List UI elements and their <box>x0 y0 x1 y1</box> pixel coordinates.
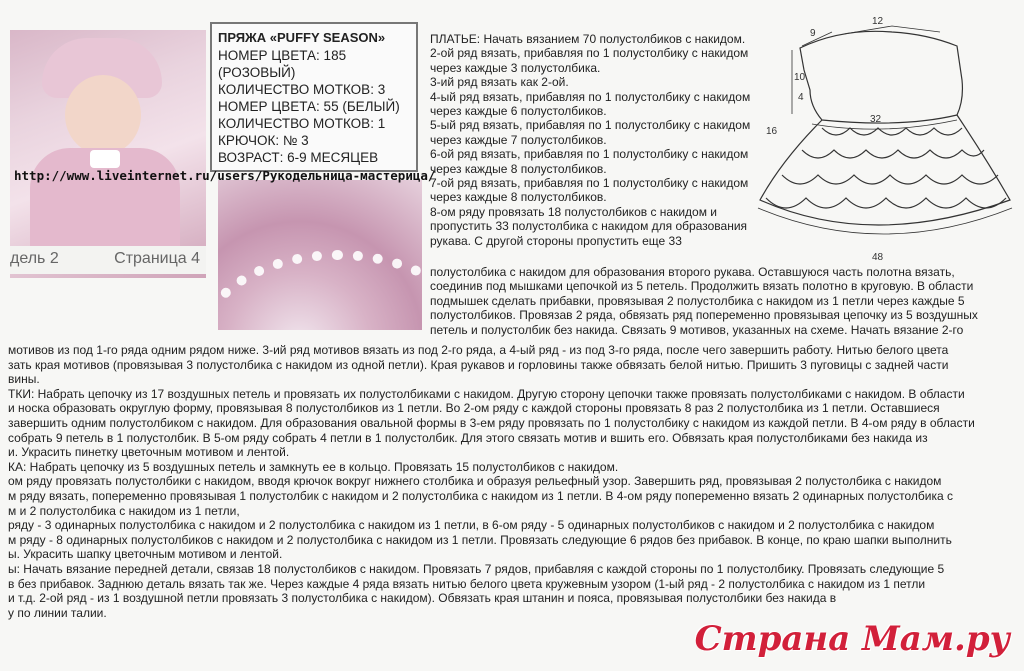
text-line: пропустить 33 полустолбика с накидом для образования <box>430 219 748 234</box>
label-32: 32 <box>870 114 882 125</box>
dim-line-top <box>844 26 940 34</box>
skirt-outline <box>760 115 1010 225</box>
text-line: через каждые 7 полустолбиков. <box>430 132 607 147</box>
text-line: собрать 9 петель в 1 полустолбик. В 5-ом ряду собрать 4 петли в 1 полустолбик. Для этого связать мотив и вшить его. Обвязать края полустолбиками без накида из <box>8 430 928 445</box>
label-10: 10 <box>794 72 806 83</box>
face-shape <box>65 75 141 155</box>
bow-shape <box>90 150 120 168</box>
text-line: 6-ой ряд вязать, прибавляя по 1 полустолбику с накидом <box>430 147 749 162</box>
text-line: ТКИ: Набрать цепочку из 17 воздушных петель и провязать их полустолбиками с накидом. Другую сторону цепочки также провязать полустолбиками с накидом. В области <box>8 386 965 401</box>
text-line: зать края мотивов (провязывая 3 полустолбика с накидом из одной петли). Края рукавов и горловины также обвязать белой нитью. Пришить 3 пуговицы с задней части <box>8 357 949 372</box>
text-line: и. Украсить пинетку цветочным мотивом и лентой. <box>8 445 290 460</box>
text-line: 7-ой ряд вязать, прибавляя по 1 полустолбику с накидом <box>430 176 749 191</box>
yarn-title: ПРЯЖА «PUFFY SEASON» <box>218 30 386 45</box>
yarn-row: КРЮЧОК: № 3 <box>218 133 309 148</box>
text-line: и т.д. 2-ой ряд - из 1 воздушной петли провязать 3 полустолбика с накидом). Обвязать края штанин и пояса, провязывая полустолбики без накида в <box>8 591 837 606</box>
text-line: ом ряду провязать полустолбики с накидом, вводя крючок вокруг нижнего столбика и образуя рельефный узор. Завершить ряд, провязывая 2 полустолбика с накидом <box>8 474 942 489</box>
text-line: 5-ый ряд вязать, прибавляя по 1 полустолбику с накидом <box>430 118 751 133</box>
text-line: 2-ой ряд вязать, прибавляя по 1 полустолбику с накидом <box>430 46 749 61</box>
text-line: 3-ий ряд вязать как 2-ой. <box>430 75 569 90</box>
text-line: полустолбиков. Провязав 2 ряда, обвязать ряд попеременно провязывая цепочку из 5 воздушных <box>430 308 978 323</box>
photo-caption <box>10 246 206 274</box>
text-line: завершить одним полустолбиком с накидом. Для образования овальной формы в 3-ем ряду провязать по 1 полустолбику с накидом из каждой петли. В 4-ом ряду в области <box>8 415 975 430</box>
body-instructions <box>8 343 1008 620</box>
crochet-swatch-photo <box>218 180 422 330</box>
text-line: ы: Начать вязание передней детали, связав 18 полустолбиков с накидом. Провязать 7 рядов, прибавляя с каждой стороны по 1 полустолбику. Провязать следующие 5 <box>8 561 945 576</box>
label-9: 9 <box>810 28 816 39</box>
site-logo: Страна Мам.ру <box>694 619 1010 659</box>
watermark-url[interactable]: http://www.liveinternet.ru/users/Рукодельница-мастерица/ <box>14 168 436 183</box>
text-line: и носка образовать округлую форму, провязывая 8 полустолбиков из 1 петли. Во 2-ом ряду с каждой стороны провязать 8 раз 2 полустолбика из 1 петли. Оставшиеся <box>8 401 940 416</box>
yarn-row: НОМЕР ЦВЕТА: 55 (БЕЛЫЙ) <box>218 99 400 114</box>
text-line: 8-ом ряду провязать 18 полустолбиков с накидом и <box>430 204 718 219</box>
text-line: 4-ый ряд вязать, прибавляя по 1 полустолбику с накидом <box>430 89 751 104</box>
scallop-row <box>782 175 998 184</box>
baby-photo <box>10 30 206 278</box>
text-line: рукава. С другой стороны пропустить еще 33 <box>430 233 682 248</box>
text-line: вины. <box>8 372 40 387</box>
text-line: ряду - 3 одинарных полустолбика с накидом и 2 полустолбика с накидом из 1 петли, в 6-ом ряду - 5 одинарных полустолбиков с накидом и 2 полустолбика с накидом <box>8 518 935 533</box>
text-line: м и 2 полустолбика с накидом из 1 петли, <box>8 503 240 518</box>
text-line: через каждые 6 полустолбиков. <box>430 104 607 119</box>
label-12: 12 <box>872 16 884 27</box>
label-16: 16 <box>766 126 778 137</box>
text-line: ПЛАТЬЕ: Начать вязанием 70 полустолбиков с накидом. <box>430 32 746 46</box>
text-line: полустолбика с накидом для образования второго рукава. Оставшуюся часть полотна вязать, <box>430 265 955 279</box>
text-line: через каждые 8 полустолбиков. <box>430 161 607 176</box>
text-line: м ряду вязать, попеременно провязывая 1 полустолбик с накидом и 2 полустолбика с накидом из 1 петли. В 4-ом ряду попеременно вязать 2 одинарных полустолбика с <box>8 488 953 503</box>
yarn-row: КОЛИЧЕСТВО МОТКОВ: 3 <box>218 82 386 97</box>
text-line: м ряду - 8 одинарных полустолбиков с накидом и 2 полустолбика с накидом из 1 петли. Провязать следующие 6 рядов без прибавок. В конце, по краю шапки выполнить <box>8 532 952 547</box>
text-line: мотивов из под 1-го ряда одним рядом ниже. 3-ий ряд мотивов вязать из под 2-го ряда, а 4-ый ряд - из под 3-го ряда, после чего завершить работу. Нитью белого цвета <box>8 343 949 357</box>
yarn-row: КОЛИЧЕСТВО МОТКОВ: 1 <box>218 116 386 131</box>
dress-instructions <box>430 32 750 248</box>
mid-instructions <box>430 265 990 337</box>
yarn-row: ВОЗРАСТ: 6-9 МЕСЯЦЕВ <box>218 150 379 165</box>
model-label: дель 2 <box>10 250 59 267</box>
scallop-row <box>802 150 984 158</box>
text-line: подмышек сделать прибавки, провязывая 2 полустолбика с накидом из 1 петли через каждые 5 <box>430 293 965 308</box>
text-line: петель и полустолбик без накида. Связать 9 мотивов, указанных на схеме. Начать вязание 2-го <box>430 322 964 337</box>
page-label: Страница 4 <box>114 250 200 267</box>
text-line: соединив под мышками цепочкой из 5 петель. Продолжить вязать полотно в круговую. В области <box>430 279 974 294</box>
yarn-info-box <box>210 22 418 172</box>
text-line: в без прибавок. Заднюю деталь вязать так же. Через каждые 4 ряда вязать нитью белого цвета кружевным узором (1-ый ряд - 2 полустолбика с накидом из 1 петли <box>8 576 926 591</box>
text-line: у по линии талии. <box>8 605 107 620</box>
dress-pattern-diagram <box>752 10 1020 268</box>
label-48: 48 <box>872 252 884 263</box>
label-4: 4 <box>798 92 804 103</box>
text-line: ы. Украсить шапку цветочным мотивом и лентой. <box>8 547 283 562</box>
scallop-row <box>766 198 1006 208</box>
white-edge-ring <box>218 250 422 330</box>
dim-line-shoulder <box>802 32 832 46</box>
text-line: через каждые 8 полустолбиков. <box>430 190 607 205</box>
text-line: КА: Набрать цепочку из 5 воздушных петель и замкнуть ее в кольцо. Провязать 15 полустолбиков с накидом. <box>8 459 619 474</box>
yarn-row: НОМЕР ЦВЕТА: 185 (РОЗОВЫЙ) <box>218 48 347 80</box>
bodice-outline <box>800 31 962 123</box>
text-line: через каждые 3 полустолбика. <box>430 60 601 75</box>
